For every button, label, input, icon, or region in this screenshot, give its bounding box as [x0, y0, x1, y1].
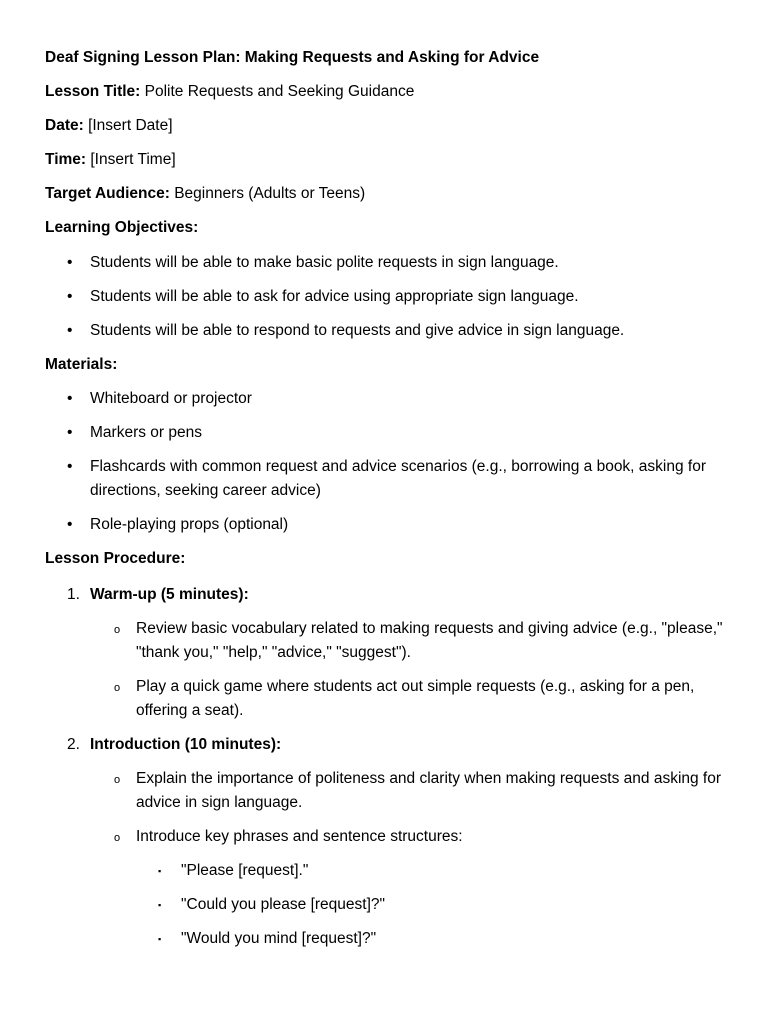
procedure-heading: Lesson Procedure:	[45, 550, 186, 567]
phrase-text: "Could you please [request]?"	[181, 896, 386, 913]
bullet-icon: •	[67, 390, 73, 407]
audience-label: Target Audience:	[45, 185, 170, 202]
audience-value: Beginners (Adults or Teens)	[169, 185, 366, 202]
audience-line	[45, 182, 365, 206]
square-bullet-icon: ▪	[158, 866, 162, 876]
square-bullet-icon: ▪	[158, 934, 162, 944]
circle-bullet-icon: o	[114, 832, 121, 844]
materials-heading: Materials:	[45, 356, 118, 373]
objective-text: Students will be able to make basic polite requests in sign language.	[90, 254, 559, 271]
bullet-icon: •	[67, 424, 73, 441]
objectives-heading: Learning Objectives:	[45, 219, 199, 236]
step-number: 1.	[67, 586, 80, 603]
step-detail: Review basic vocabulary related to making requests and giving advice (e.g., "please," "thank you," "help," "advice," "suggest").	[136, 620, 723, 661]
material-text: Markers or pens	[90, 424, 202, 441]
bullet-icon: •	[67, 288, 73, 305]
circle-bullet-icon: o	[114, 682, 121, 694]
square-bullet-icon: ▪	[158, 900, 162, 910]
lesson-title-value: Polite Requests and Seeking Guidance	[140, 83, 415, 100]
step-title: Warm-up (5 minutes):	[90, 586, 249, 603]
lesson-title-line	[45, 80, 414, 104]
circle-bullet-icon: o	[114, 774, 121, 786]
date-line	[45, 114, 173, 138]
bullet-icon: •	[67, 322, 73, 339]
bullet-icon: •	[67, 254, 73, 271]
document-heading: Deaf Signing Lesson Plan: Making Requests and Asking for Advice	[45, 49, 540, 66]
step-detail: Introduce key phrases and sentence structures:	[136, 828, 463, 845]
material-text: Flashcards with common request and advice scenarios (e.g., borrowing a book, asking for directions, seeking career advice)	[90, 458, 706, 499]
time-line	[45, 148, 176, 172]
lesson-title-label: Lesson Title:	[45, 83, 141, 100]
procedure-step	[67, 733, 281, 757]
phrase-text: "Would you mind [request]?"	[181, 930, 377, 947]
date-label: Date:	[45, 117, 84, 134]
bullet-icon: •	[67, 516, 73, 533]
procedure-step	[67, 583, 249, 607]
list-item	[158, 859, 308, 883]
objective-text: Students will be able to ask for advice using appropriate sign language.	[90, 288, 579, 305]
material-text: Whiteboard or projector	[90, 390, 252, 407]
time-value: [Insert Time]	[86, 151, 176, 168]
step-number: 2.	[67, 736, 80, 753]
list-item	[158, 927, 376, 951]
material-text: Role-playing props (optional)	[90, 516, 289, 533]
time-label: Time:	[45, 151, 87, 168]
date-value: [Insert Date]	[83, 117, 173, 134]
bullet-icon: •	[67, 458, 73, 475]
phrase-text: "Please [request]."	[181, 862, 309, 879]
circle-bullet-icon: o	[114, 624, 121, 636]
step-title: Introduction (10 minutes):	[90, 736, 282, 753]
objective-text: Students will be able to respond to requests and give advice in sign language.	[90, 322, 625, 339]
list-item	[158, 893, 385, 917]
step-detail: Explain the importance of politeness and clarity when making requests and asking for advice in sign language.	[136, 770, 722, 811]
step-detail: Play a quick game where students act out simple requests (e.g., asking for a pen, offering a seat).	[136, 678, 695, 719]
